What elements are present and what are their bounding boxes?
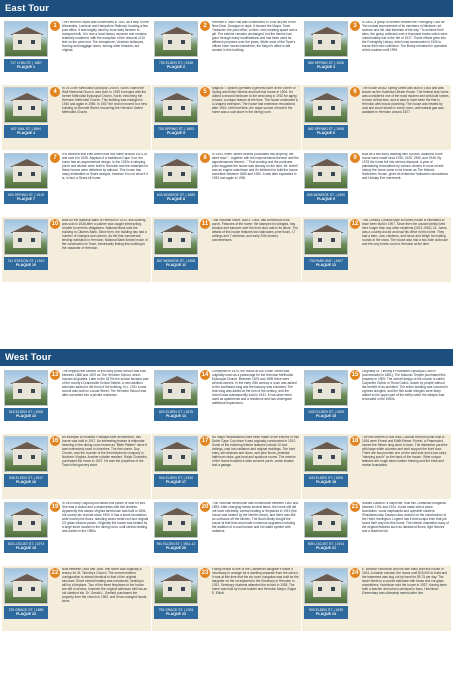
site-number-badge: 20 <box>201 504 209 510</box>
site-number-badge: 2 <box>200 21 210 31</box>
west-tour-header: West Tour <box>0 349 453 366</box>
site-number-badge: 22 <box>51 570 59 576</box>
site-description: Herndon's Town Hall was constructed in 1938 as part of the New Deal. Georgian in style, it housed the Mayor, Town Treasurer, the post office, a clinic, civic meeting space and a jail. The exterior remains unchanged, but the interior has gone through many modifications and has been used for different purposes over the years. While most of the Town's offices have moved elsewhere, the Mayor's office is still located in this building. <box>212 21 298 52</box>
site-card-2[interactable] <box>152 19 301 84</box>
site-card-14[interactable] <box>152 368 301 433</box>
house-photo <box>4 21 48 57</box>
east-tour-header: East Tour <box>0 0 453 17</box>
house-photo <box>154 502 198 538</box>
site-description: E. Barbour Hutchison and his wife Mary built this house in 1924. A classic colonial, the house cost $15,000 to build and the basement was dug out by hand for $0.75 per day. The tower feeds to a curved staircase with brass and cut glass chandeliers. Hutchison sold the house in 1937. Having been both a teacher and school principal in town, Hutchison Elementary was ultimately named after him. <box>362 568 448 595</box>
site-description: It is believed that Effie Averill built this home around 1923-24 and sold it in 1926. Atypical of a traditional Cape Cod, the home has an asymmetrical design. In the 1920s a sleeping porch and kitchen were built in Herndon and the materials for these homes were delivered by railroad. This house has many similarities to Sears designs, however it is not clear if it is, in fact, a Sears kit home. <box>62 153 149 180</box>
site-number-badge: 19 <box>51 504 59 510</box>
plaque-label: 900 ELDEN ST. | 1939 PLAQUE 24 <box>304 606 348 619</box>
site-number-badge: 14 <box>201 372 209 378</box>
site-description: In 1893 Mary Osgood purchased this parcel of land for $95. She was a widow and a seamstress with five children. Apparently this classic Virginia farmhouse was built in 1894, but county tax records show 1900. It has a stone foundation, wide board pine floors, standing seam metal roof and original 2/2 glass window panes. Originally the house was heated by a large stove located in the dining room, until central heating was added in the 1980s. <box>62 502 149 533</box>
plaque-label: 904 ELDEN ST. | 1920 PLAQUE 17 <box>154 474 198 487</box>
site-description: An example of modified Folkways fiber architecture, this house was built in 1917. An interesting feature is elaborate trimming in the dining room known as "Bible Pattern" since it was extensively used in churches. The first owner, Guy Church, was the founder of the first telephone company in Northern Virginia. Another notable resident, Ralph Chamblin, purchased the home in 1927. He was the proprietor of the Town's first grocery store. <box>62 436 148 467</box>
house-photo <box>304 87 348 123</box>
site-number-badge: 4 <box>50 87 60 97</box>
site-description: The Herndon Depot was constructed in 1857 as a stop on the Alexandria, Loudoun and Hampshire Railroad, housing a few post office. It was largely used by local dairy farmers to transport milk. It is now a local history museum and remains relatively unaltered, with the exception of the removal of 20 feet on the west end. The semaphore, Victorian bullseyes, flooring and baggage doors, among other features, are original. <box>62 21 149 52</box>
site-card-11[interactable] <box>152 217 301 282</box>
site-number-badge: 16 <box>51 438 59 444</box>
plaque-label: 633 MONROE ST. | 1889 PLAQUE 8 <box>154 191 198 204</box>
site-description: Built between 1884 and 1890, this home was originally a rectory for St. Timothy's Church. The current exterior configuration is almost identical to that of the original structure. Since central heating was introduced, heating is still by a fireplace. Two of the three fireplaces in the house are still in service, however the original bathroom still has an old clawfoot tub. Dr. Gerald L. Garfield purchased the property from the church in 1952, and it has changed hands since. <box>62 568 148 603</box>
site-card-20[interactable] <box>152 500 301 565</box>
plaque-label: 662 SPRING ST. | 1908 PLAQUE 6 <box>304 125 348 138</box>
site-description: Originally St. Timothy's Protestant Episcopal Church (consecrated in 1881), The Masonic Temple purchased this property in 1909. The overall design of the church is called Carpenter Gothic or Rural Gothic, drawn by people without the benefit of an architect. The entire building was covered in cypress shingles, and the fish-scale shingles were likely added to the upper part of the belfry when the steeple was renovated in the 1950s. <box>362 370 448 401</box>
plaque-label: 730 ELDEN ST. | 1938 PLAQUE 2 <box>154 59 198 72</box>
site-number-badge: 9 <box>350 153 360 163</box>
site-card-16[interactable] <box>2 434 151 499</box>
house-photo <box>4 87 48 123</box>
site-card-9[interactable] <box>302 151 451 216</box>
house-photo <box>304 436 348 472</box>
site-card-15[interactable] <box>302 368 451 433</box>
site-description: Built for the National Bank of Herndon in 1910, this building was sold in 1928 after a cashier was caught embezzling. Unable to meet its obligations, National Bank sold the building to Citizens Bank. Since then, the building has had a number of changes and owners. As the first commercial lending institution in Herndon, National Bank funded much of the construction in Town, inextricably linking this building to the character of Herndon. <box>62 219 148 250</box>
plaque-label: 820 ELDEN ST. | 1875 PLAQUE 14 <box>154 408 198 421</box>
house-photo <box>4 502 48 538</box>
house-photo <box>304 153 348 189</box>
house-photo <box>154 568 198 604</box>
site-description: In 1914 the Methodist Episcopal Church, South, called the Wolf Memorial Church, was built. In 1939 it merged with the former Methodist Episcopal Church, North, becoming the Herndon Methodist Church. This building was enlarged in 1940 and again in 1955. In 1957 the church moved to a new building on Bennett Street, becoming the Herndon United Methodist Church. <box>62 87 147 114</box>
house-photo <box>4 370 48 406</box>
site-description: William Dawson, a carpenter, built this Craftsman bungalow between 1911 and 1914. It was made with a stone foundation, wood clapboards and operable shutters. Simultaneously, Dawson also worked on the construction of the Hotel Harrington. Legend has it that scraps from that job found their way into this home. The interior maintains many of the original features such as hardwood floors, light fixtures and a clawfoot tub. <box>362 502 449 533</box>
site-number-badge: 24 <box>351 570 359 576</box>
east-tour-section <box>0 0 453 268</box>
plaque-label: 730 PARK AVE. | 1907 PLAQUE 12 <box>304 257 348 270</box>
plaque-label: 807 MONROE ST. | 1908 PLAQUE 11 <box>154 257 198 270</box>
site-number-badge: 18 <box>351 438 359 444</box>
site-card-3[interactable] <box>302 19 451 84</box>
site-card-7[interactable] <box>2 151 151 216</box>
site-card-17[interactable] <box>152 434 301 499</box>
site-card-10[interactable] <box>2 217 151 282</box>
house-photo <box>154 436 198 472</box>
west-tour-grid <box>2 368 451 697</box>
site-description: Completed in 1875, the house at 820 Elden Street was originally used as a parsonage for the Herndon Methodist Episcopal Church. Between 1876 and 1895 there were several owners. In the early 20th century a room was added to the southeast wing and the balcony was enclosed. The rear wing was added at the turn of the century, and the church was subsequently sold in 1941. It has since been used as apartments and a residence and has undergone additional expansions. <box>212 370 297 405</box>
site-description: In 1893, a group of women created the Fortnightly Club for "the mutual improvement of its members in literature, art, science and the vital interests of the day." To achieve their aims, the group collected over a thousand books which were unfortunately lost in the fire of 1917. These efforts grew into the Fortnightly Library, which was constructed in 1926 to house their new collection. The library remained in operation at this location until 1995. <box>362 21 448 52</box>
site-card-1[interactable] <box>2 19 151 84</box>
house-photo <box>4 568 48 604</box>
site-description: The house at 662 Spring Street was built in 1908 and was known as the Hutchison-Beale House. The federal side home was considered one of the most modern and well-built homes in town at that time, and is said to have been the first in Herndon with indoor plumbing. The house was heated by coal and wood stoves in every room, until natural gas was available in Herndon around 1927. <box>362 87 449 114</box>
site-description: In 1903, when James Wilkins purchased this property, the deed read "...together with the improvements thereon and the appurtenances thereof..." That wording and the purchase price suggests the house was already on the land. Mr. Averill was an engine watchman and it's believed he built the house sometime between 1889 and 1900. It was later expanded in 1933 and again in 1950. <box>212 153 299 180</box>
plaque-label: 1020 ELDEN ST. | 1909 PLAQUE 15 <box>304 408 348 421</box>
site-description: This Victorian home, built c. 1908, has continuous front porch. Features of the home: the stamped tin shingles, bay window and transom over the front door add to its allure. The details of this house features two staircases, pine floors, 17 ceilings and 7 windows, and early 20th century conveniences. <box>212 219 298 242</box>
house-photo <box>154 370 198 406</box>
plaque-label: 951 ELDEN ST. | 1911-12 PLAQUE 20 <box>154 540 198 553</box>
site-description: No major modifications have been made to the exterior of this Dutch Cape Cod since it was originally constructed in 1912. Some of the enduring interior features include 10-foot ceilings, cast iron radiators and original moldings. The front entry, tall windows and doors, and pine floors, pedestal bathroom sinks, gas heat and spacious rooms. The exterior of the house boasted a wide covered porch, cedar shakes and a garage. <box>212 436 299 467</box>
site-number-badge: 5 <box>200 87 210 97</box>
site-number-badge: 17 <box>201 438 209 444</box>
house-photo <box>304 219 348 255</box>
site-description: Built as a two-story dwelling with a porch, additions to the house were made circa 1915, 1925, 1950, and 1946. By 1978 the home fell into serious disrepair. A year of painstaking renovations by various owners in more recent history the home came to be known as The Historic Halloween House, given its extensive Halloween decorations and Holiday Eve merriment. <box>362 153 448 180</box>
house-photo <box>154 21 198 57</box>
site-description: This Victorian farmhouse was constructed between 1892 and 1893. After changing hands several times, the home still did not have electricity, central heating or fireplaces in 1919 (the house was heated by the kitchen stove), and there was still an outhouse off the kitchen. The Bush family bought the house at that time and made numerous upgrades including the addition of a coal furnace and hot water system with radiators. <box>212 502 299 533</box>
site-card-6[interactable] <box>302 85 451 150</box>
site-number-badge: 15 <box>351 372 359 378</box>
plaque-label: 700 SPRING ST. | 1893 PLAQUE 5 <box>154 125 198 138</box>
site-card-12[interactable] <box>302 217 451 282</box>
house-photo <box>4 436 48 472</box>
plaque-label: 653 SPRING ST. | 1919 PLAQUE 7 <box>4 191 48 204</box>
plaque-label: 720 GRACE ST. | 1889 PLAQUE 22 <box>4 606 48 619</box>
site-number-badge: 10 <box>51 221 59 227</box>
site-number-badge: 23 <box>201 570 209 576</box>
plaque-label: 905 LOCUST ST. | 1914 PLAQUE 21 <box>304 540 348 553</box>
site-card-19[interactable] <box>2 500 151 565</box>
house-photo <box>154 153 198 189</box>
site-number-badge: 12 <box>351 221 359 227</box>
plaque-label: 815 ELDEN ST. | 1906 PLAQUE 13 <box>4 408 48 421</box>
site-description: The original rear section of this early public school was built between 1868 and 1870 as The Herndon School, which housed all grades. Later in the 1870s the school became part of the county's Dranesville School District. A new addition was later added to the front of the building. In c. 1911 a new school was built on Locust Street. The Herndon School was later converted into a private residence. <box>62 370 149 397</box>
site-card-4[interactable] <box>2 85 151 150</box>
plaque-label: 503 LOCUST ST. | 1974 PLAQUE 19 <box>4 540 48 553</box>
site-card-23[interactable] <box>152 566 301 631</box>
site-number-badge: 13 <box>51 372 59 378</box>
house-photo <box>4 153 48 189</box>
plaque-label: 840 ELDEN ST. | 1905 PLAQUE 18 <box>304 474 348 487</box>
plaque-label: 717 LYNN ST. | 1887 PLAQUE 1 <box>4 59 48 72</box>
site-card-13[interactable] <box>2 368 151 433</box>
house-photo <box>154 219 198 255</box>
site-number-badge: 7 <box>50 153 60 163</box>
site-number-badge: 1 <box>50 21 60 31</box>
west-tour-section <box>0 349 453 617</box>
site-card-5[interactable] <box>152 85 301 150</box>
site-description: The first owners of this brick Colonial Revival home built in 1916 were Ernest and Edith Reiser. Ernest, a Pharmacist, owned the Reiser drug store in town. The distinctive porches with large white columns and arch support the front door. There are two porches one on the east side and a two-story "sleeping porch" on the back of the house. Other unique features are rough sawn lumber framing and the brick and mortar foundation. <box>362 436 448 467</box>
plaque-label: 637 OAK ST. | 1894 PLAQUE 4 <box>4 125 48 138</box>
site-description: Falling heads of one of the Castleman daughter's made it necessary to arrange for a dwelling separate from the school. It was at this time that the six room bungalow was built for the daughter on the lot adjacent to the Seminary in Herndon in 1931. Seminary students attended the school in 1928. The home was built by home builder and Herndon Mayor, Edgar E. Elliott. <box>212 568 299 595</box>
house-photo <box>304 502 348 538</box>
site-description: Magnus T. Wilkins operated a general store at the corner of Spring and Elden Streets and built this house in 1904. He added a second bedroom to the west wing in 1910 for aging in-laws, a unique feature at the time. The house underwent a U-shaped extension. The house had extensive renovations after 1940. Until that time, the major source of heat in the home was a coal stove in the dining room. <box>212 87 298 114</box>
site-card-21[interactable] <box>302 500 451 565</box>
plaque-label: 936 ELDEN ST. | 1917 PLAQUE 16 <box>4 474 48 487</box>
plaque-label: 660 SPRING ST. | 1926 PLAQUE 3 <box>304 59 348 72</box>
house-photo <box>4 219 48 255</box>
house-photo <box>304 568 348 604</box>
site-number-badge: 11 <box>201 221 209 227</box>
house-photo <box>304 21 348 57</box>
plaque-label: 741 STATION ST. | 1910 PLAQUE 10 <box>4 257 48 270</box>
site-number-badge: 6 <box>350 87 360 97</box>
site-number-badge: 21 <box>351 504 359 510</box>
site-card-18[interactable] <box>302 434 451 499</box>
house-photo <box>154 87 198 123</box>
east-tour-grid <box>2 19 451 348</box>
plaque-label: 655 MONROE ST. | 1900 PLAQUE 9 <box>304 191 348 204</box>
site-card-24[interactable] <box>302 566 451 631</box>
site-description: This Century Colonial style bi-roofed house is estimated to have been built in 1907. Since then the unused family lived here longer than any other residents (1921-1962). Dr. Jones was a country doctor and had his office in this home. They had a barn, cow, chickens, and horse and sleigh for making rounds in the snow. The house also had a two-hole outhouse and the only tennis court in Herndon at the time. <box>362 219 448 246</box>
house-photo <box>304 370 348 406</box>
plaque-label: 750 GRACE ST. | 1931 PLAQUE 23 <box>154 606 198 619</box>
site-number-badge: 8 <box>200 153 210 163</box>
site-card-8[interactable] <box>152 151 301 216</box>
site-card-22[interactable] <box>2 566 151 631</box>
site-number-badge: 3 <box>350 21 360 31</box>
